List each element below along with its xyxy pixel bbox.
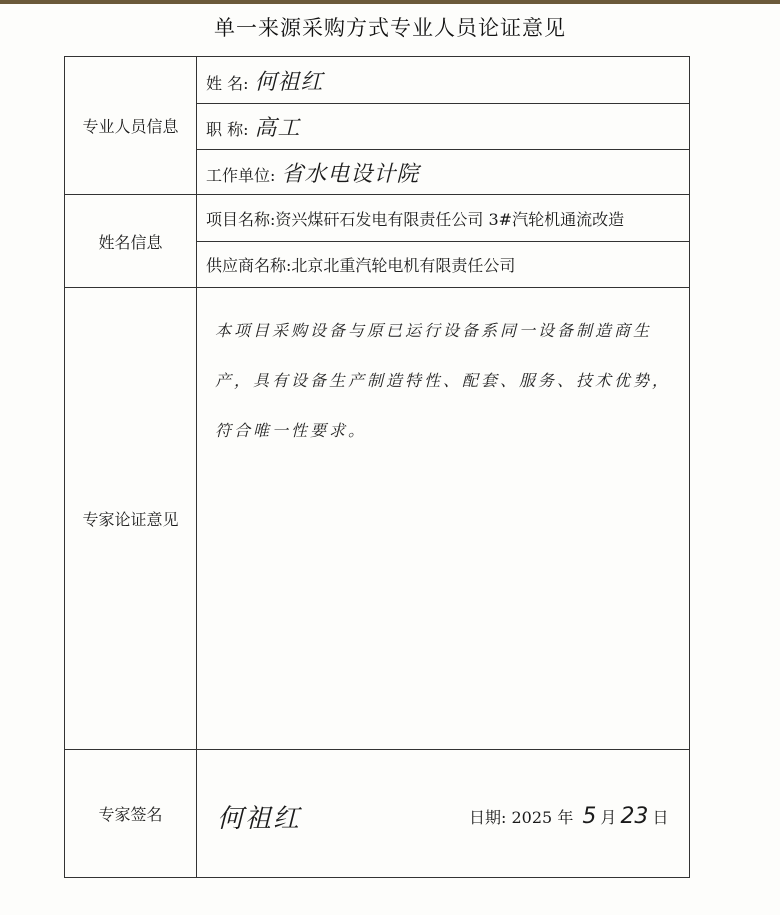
title-row [197,104,690,150]
project-value: 资兴煤矸石发电有限责任公司 3#汽轮机通流改造 [275,209,625,229]
date-year: 2025 [511,808,553,827]
page-title: 单一来源采购方式专业人员论证意见 [214,16,566,40]
unit-label: 工作单位: [206,165,276,185]
personnel-section-label: 专业人员信息 [65,57,197,195]
name-label: 姓 名: [206,73,249,93]
supplier-value: 北京北重汽轮电机有限责任公司 [291,256,516,275]
date-day: 23 [620,804,649,829]
unit-row [197,150,690,195]
date-month: 5 [582,804,597,829]
name-info-section-label: 姓名信息 [65,195,197,288]
project-label: 项目名称: [206,209,276,229]
unit-value: 省水电设计院 [281,161,420,187]
signature-area [197,750,690,878]
supplier-label: 供应商名称: [206,256,292,275]
title-value: 高工 [254,116,301,141]
date-month-unit: 月 [600,808,617,827]
expert-signature: 何祖红 [217,804,302,834]
title-label: 职 称: [206,120,249,139]
date-year-unit: 年 [557,808,574,827]
opinion-text: 本项目采购设备与原已运行设备系同一设备制造商生产，具有设备生产制造特性、配套、服务、技术优势，符合唯一性要求。 [197,288,690,750]
project-row [197,195,690,242]
name-row [197,57,690,104]
supplier-row [197,242,690,288]
date-label: 日期: [469,808,507,827]
sign-date [469,804,668,829]
date-day-unit: 日 [652,808,669,827]
opinion-section-label: 专家论证意见 [65,288,197,750]
name-value: 何祖红 [254,69,324,95]
signature-section-label: 专家签名 [65,750,197,878]
opinion-form [64,56,690,878]
top-border [0,0,780,4]
